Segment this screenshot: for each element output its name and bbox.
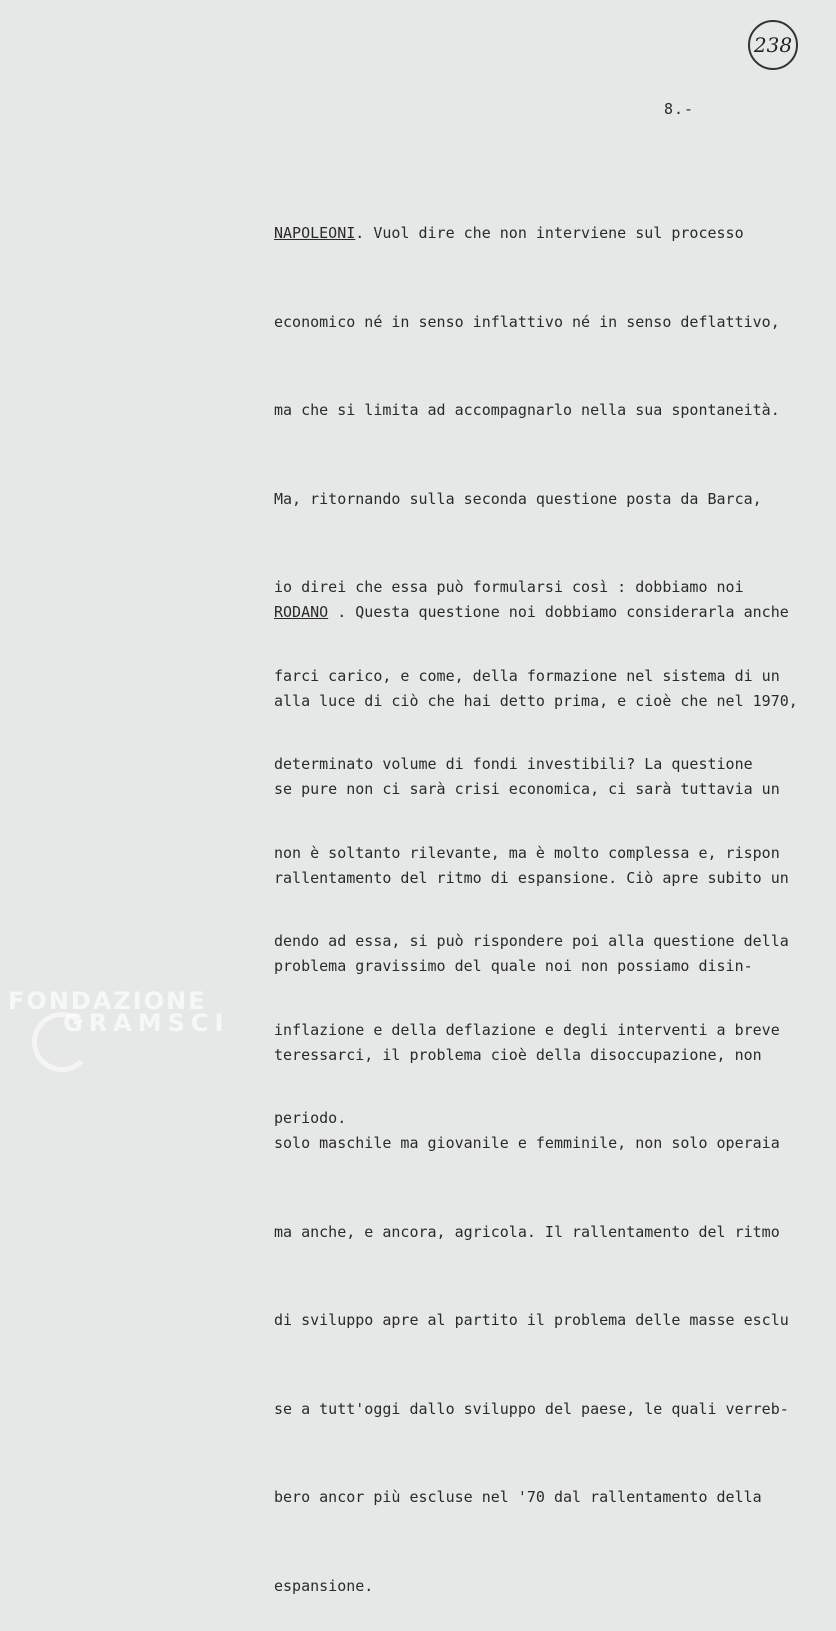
- archive-number-stamp: 238: [748, 20, 798, 70]
- paragraph-line: se a tutt'oggi dallo sviluppo del paese, le quali verreb-: [274, 1399, 789, 1418]
- paragraph-line: io direi che essa può formularsi così : dobbiamo noi: [274, 578, 744, 596]
- paragraph-line: economico né in senso inflattivo né in senso deflattivo,: [274, 312, 780, 331]
- paragraph-line: se pure non ci sarà crisi economica, ci sarà tuttavia un: [274, 780, 780, 798]
- watermark: [8, 987, 230, 1037]
- paragraph-line: inflazione e della deflazione e degli interventi a breve: [274, 1020, 780, 1039]
- paragraph-line: alla luce di ciò che hai detto prima, e cioè che nel 1970,: [274, 691, 798, 710]
- paragraph-line: dendo ad essa, si può rispondere poi alla questione della: [274, 932, 789, 950]
- paragraph-line: NAPOLEONI. Vuol dire che non interviene sul processo: [274, 224, 744, 242]
- paragraph-line: rallentamento del ritmo di espansione. Ciò apre subito un: [274, 868, 789, 887]
- watermark-line1: FONDAZIONE: [8, 987, 207, 1015]
- paragraph-line: ma anche, e ancora, agricola. Il rallentamento del ritmo: [274, 1222, 780, 1241]
- paragraph-line: bero ancor più escluse nel '70 dal rallentamento della: [274, 1488, 762, 1506]
- speaker-name: RODANO: [274, 603, 329, 621]
- paragraph-line: problema gravissimo del quale noi non possiamo disin-: [274, 957, 753, 975]
- paragraph-line: farci carico, e come, della formazione nel sistema di un: [274, 666, 780, 685]
- paragraph-line: ma che si limita ad accompagnarlo nella sua spontaneità.: [274, 401, 780, 419]
- watermark-line2: GRAMSCI: [63, 1009, 230, 1037]
- paragraph-line: periodo.: [274, 1109, 347, 1127]
- paragraph-rodano: [274, 539, 834, 1631]
- paragraph-line: Ma, ritornando sulla seconda questione posta da Barca,: [274, 489, 762, 508]
- page-number: 8.-: [664, 100, 695, 118]
- paragraph-line: RODANO . Questa questione noi dobbiamo considerarla anche: [274, 603, 789, 621]
- paragraph-line: teressarci, il problema cioè della disoccupazione, non: [274, 1045, 762, 1064]
- paragraph-line: di sviluppo apre al partito il problema delle masse esclu: [274, 1311, 789, 1329]
- paragraph-line: non è soltanto rilevante, ma è molto complessa e, rispon: [274, 843, 780, 862]
- paragraph-line: solo maschile ma giovanile e femminile, non solo operaia: [274, 1134, 780, 1152]
- speaker-name: NAPOLEONI: [274, 224, 356, 242]
- paragraph-line: determinato volume di fondi investibili? La questione: [274, 755, 753, 773]
- paragraph-line: espansione.: [274, 1576, 374, 1595]
